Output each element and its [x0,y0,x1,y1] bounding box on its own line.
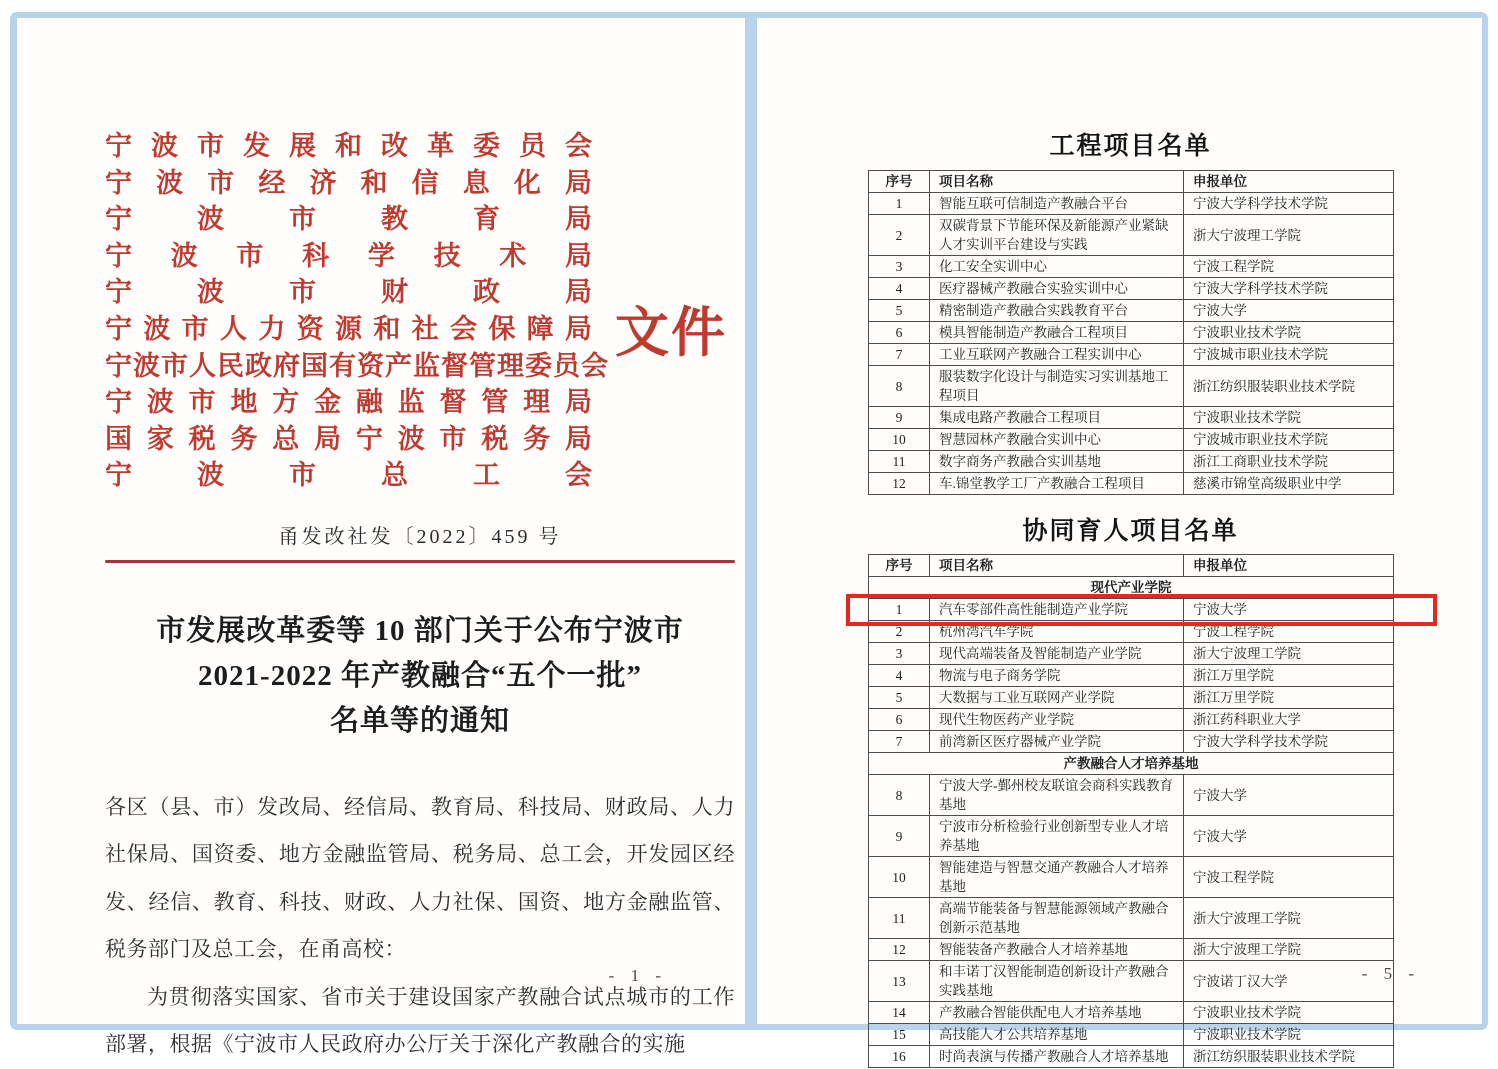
cell-project-name: 智能建造与智慧交通产教融合人才培养基地 [930,857,1184,898]
cell-project-name: 宁波市分析检验行业创新型专业人才培养基地 [930,816,1184,857]
department-line: 宁波市经济和信息化局 [105,167,593,198]
cell-project-name: 现代高端装备及智能制造产业学院 [930,643,1184,665]
table-section-row [869,577,1394,599]
engineering-projects-table [868,170,1394,495]
cell-applicant: 宁波职业技术学院 [1184,407,1394,429]
cell-seq: 12 [869,473,930,495]
document-page-1 [17,18,745,1057]
table-row [869,731,1394,753]
cell-project-name: 时尚表演与传播产教融合人才培养基地 [930,1046,1184,1068]
cell-applicant: 宁波诺丁汉大学 [1184,961,1394,1002]
table-row [869,215,1394,256]
table-row [869,665,1394,687]
cell-seq: 6 [869,709,930,731]
page2-content [868,18,1393,1068]
cell-project-name: 和丰诺丁汉智能制造创新设计产教融合实践基地 [930,961,1184,1002]
table-row [869,1024,1394,1046]
cell-applicant: 宁波大学科学技术学院 [1184,193,1394,215]
table-header-row [869,171,1394,193]
cell-applicant: 浙大宁波理工学院 [1184,643,1394,665]
table-row [869,300,1394,322]
header-seq: 序号 [869,555,930,577]
cell-project-name: 双碳背景下节能环保及新能源产业紧缺人才实训平台建设与实践 [930,215,1184,256]
cell-applicant: 宁波大学 [1184,775,1394,816]
cell-project-name: 服装数字化设计与制造实习实训基地工程项目 [930,366,1184,407]
cell-seq: 4 [869,278,930,300]
cell-seq: 7 [869,344,930,366]
cell-project-name: 大数据与工业互联网产业学院 [930,687,1184,709]
table-row [869,961,1394,1002]
table-row [869,193,1394,215]
cell-applicant: 宁波城市职业技术学院 [1184,344,1394,366]
cell-seq: 8 [869,775,930,816]
cell-project-name: 智慧园林产教融合实训中心 [930,429,1184,451]
cell-seq: 2 [869,215,930,256]
cell-applicant: 宁波大学 [1184,816,1394,857]
department-line: 宁波市地方金融监督管理局 [105,387,593,418]
cell-applicant: 浙大宁波理工学院 [1184,898,1394,939]
cell-applicant: 宁波大学科学技术学院 [1184,731,1394,753]
cell-seq: 13 [869,961,930,1002]
department-line: 宁波市人力资源和社会保障局 [105,313,593,344]
table2-body [869,555,1394,1068]
table-row [869,687,1394,709]
cell-project-name: 医疗器械产教融合实验实训中心 [930,278,1184,300]
cell-seq: 9 [869,816,930,857]
cell-project-name: 前湾新区医疗器械产业学院 [930,731,1184,753]
table-row [869,898,1394,939]
document-number: 甬发改社发〔2022〕459 号 [278,525,562,548]
cell-seq: 10 [869,857,930,898]
cell-applicant: 浙大宁波理工学院 [1184,939,1394,961]
cell-seq: 11 [869,451,930,473]
cell-seq: 6 [869,322,930,344]
cell-applicant: 宁波工程学院 [1184,857,1394,898]
department-line: 宁波市科学技术局 [105,240,593,271]
table-row [869,473,1394,495]
cell-applicant: 浙江工商职业技术学院 [1184,451,1394,473]
table-row [869,775,1394,816]
cell-seq: 1 [869,193,930,215]
cell-seq: 4 [869,665,930,687]
page1-number: - 1 - [608,966,667,985]
table-row [869,1046,1394,1068]
table-row [869,939,1394,961]
cell-project-name: 集成电路产教融合工程项目 [930,407,1184,429]
cell-seq: 12 [869,939,930,961]
doc-body [105,784,735,1069]
cell-project-name: 工业互联网产教融合工程实训中心 [930,344,1184,366]
cell-applicant: 宁波职业技术学院 [1184,1024,1394,1046]
table1-body [869,171,1394,495]
table-row [869,451,1394,473]
table-row [869,857,1394,898]
cell-project-name: 汽车零部件高性能制造产业学院 [930,599,1184,621]
cell-applicant: 浙江万里学院 [1184,687,1394,709]
header-seq: 序号 [869,171,930,193]
page-frame [10,12,1488,1064]
cell-project-name: 精密制造产教融合实践教育平台 [930,300,1184,322]
red-separator-line [105,560,735,563]
table-row [869,256,1394,278]
department-line: 国家税务总局宁波市税务局 [105,423,593,454]
cell-applicant: 宁波职业技术学院 [1184,322,1394,344]
table-row [869,278,1394,300]
page5-number: - 5 - [1361,964,1420,983]
cell-applicant: 浙江纺织服装职业技术学院 [1184,366,1394,407]
cell-applicant: 宁波工程学院 [1184,256,1394,278]
cell-seq: 2 [869,621,930,643]
cell-project-name: 高技能人才公共培养基地 [930,1024,1184,1046]
cell-project-name: 数字商务产教融合实训基地 [930,451,1184,473]
document-page-5 [757,18,1482,1064]
table-row [869,429,1394,451]
cell-project-name: 产教融合智能供配电人才培养基地 [930,1002,1184,1024]
cell-applicant: 宁波大学科学技术学院 [1184,278,1394,300]
table-header-row [869,555,1394,577]
header-applicant: 申报单位 [1184,555,1394,577]
cell-project-name: 现代生物医药产业学院 [930,709,1184,731]
cell-seq: 16 [869,1046,930,1068]
table-row [869,599,1394,621]
department-line: 宁波市发展和改革委员会 [105,131,593,161]
cell-seq: 8 [869,366,930,407]
cell-applicant: 浙江纺织服装职业技术学院 [1184,1046,1394,1068]
document-type-label: 文件 [615,303,727,363]
cell-applicant: 宁波城市职业技术学院 [1184,429,1394,451]
body-paragraph: 为贯彻落实国家、省市关于建设国家产教融合试点城市的工作部署，根据《宁波市人民政府办公厅关于深化产教融合的实施 [105,984,735,1057]
department-line: 宁波市总工会 [105,460,593,491]
table-row [869,322,1394,344]
cell-project-name: 化工安全实训中心 [930,256,1184,278]
cell-seq: 11 [869,898,930,939]
cell-applicant: 慈溪市锦堂高级职业中学 [1184,473,1394,495]
department-line: 宁波市人民政府国有资产监督管理委员会 [105,350,609,381]
cell-applicant: 宁波职业技术学院 [1184,1002,1394,1024]
table1-title: 工程项目名单 [1049,133,1212,160]
cell-seq: 10 [869,429,930,451]
page1-content [105,18,735,1069]
cell-applicant: 宁波大学 [1184,599,1394,621]
table-row [869,344,1394,366]
cell-project-name: 杭州湾汽车学院 [930,621,1184,643]
cell-seq: 3 [869,256,930,278]
header-applicant: 申报单位 [1184,171,1394,193]
header-project-name: 项目名称 [930,171,1184,193]
cell-project-name: 物流与电子商务学院 [930,665,1184,687]
table-row [869,643,1394,665]
table-row [869,407,1394,429]
cell-seq: 14 [869,1002,930,1024]
cell-seq: 15 [869,1024,930,1046]
cell-project-name: 高端节能装备与智慧能源领域产教融合创新示范基地 [930,898,1184,939]
cell-applicant: 浙大宁波理工学院 [1184,215,1394,256]
cell-project-name: 智能互联可信制造产教融合平台 [930,193,1184,215]
department-line: 宁波市教育局 [105,204,593,235]
cell-project-name: 模具智能制造产教融合工程项目 [930,322,1184,344]
cell-applicant: 浙江药科职业大学 [1184,709,1394,731]
collaborative-education-table [868,554,1394,1068]
doc-title-line: 市发展改革委等 10 部门关于公布宁波市 [156,614,684,647]
cell-applicant: 宁波大学 [1184,300,1394,322]
table-row [869,1002,1394,1024]
cell-seq: 5 [869,300,930,322]
cell-project-name: 智能装备产教融合人才培养基地 [930,939,1184,961]
cell-seq: 1 [869,599,930,621]
cell-project-name: 车.锦堂教学工厂产教融合工程项目 [930,473,1184,495]
table-row [869,621,1394,643]
cell-seq: 9 [869,407,930,429]
cell-seq: 5 [869,687,930,709]
doc-title-line: 名单等的通知 [329,704,510,737]
section-label: 产教融合人才培养基地 [869,753,1394,775]
table-row [869,366,1394,407]
department-line: 宁波市财政局 [105,277,593,308]
cell-seq: 3 [869,643,930,665]
section-label: 现代产业学院 [869,577,1394,599]
table-row [869,709,1394,731]
cell-project-name: 宁波大学-鄞州校友联谊会商科实践教育基地 [930,775,1184,816]
table-row [869,816,1394,857]
table2-title: 协同育人项目名单 [1022,518,1239,545]
cell-seq: 7 [869,731,930,753]
table-section-row [869,753,1394,775]
header-project-name: 项目名称 [930,555,1184,577]
cell-applicant: 宁波工程学院 [1184,621,1394,643]
doc-title-line: 2021-2022 年产教融合“五个一批” [198,659,642,692]
body-paragraph: 各区（县、市）发改局、经信局、教育局、科技局、财政局、人力社保局、国资委、地方金融监管局、税务局、总工会，开发园区经发、经信、教育、科技、财政、人力社保、国资、地方金融监管、税务部门及总工会，在甬高校： [105,794,735,962]
doc-title [105,609,735,744]
cell-applicant: 浙江万里学院 [1184,665,1394,687]
